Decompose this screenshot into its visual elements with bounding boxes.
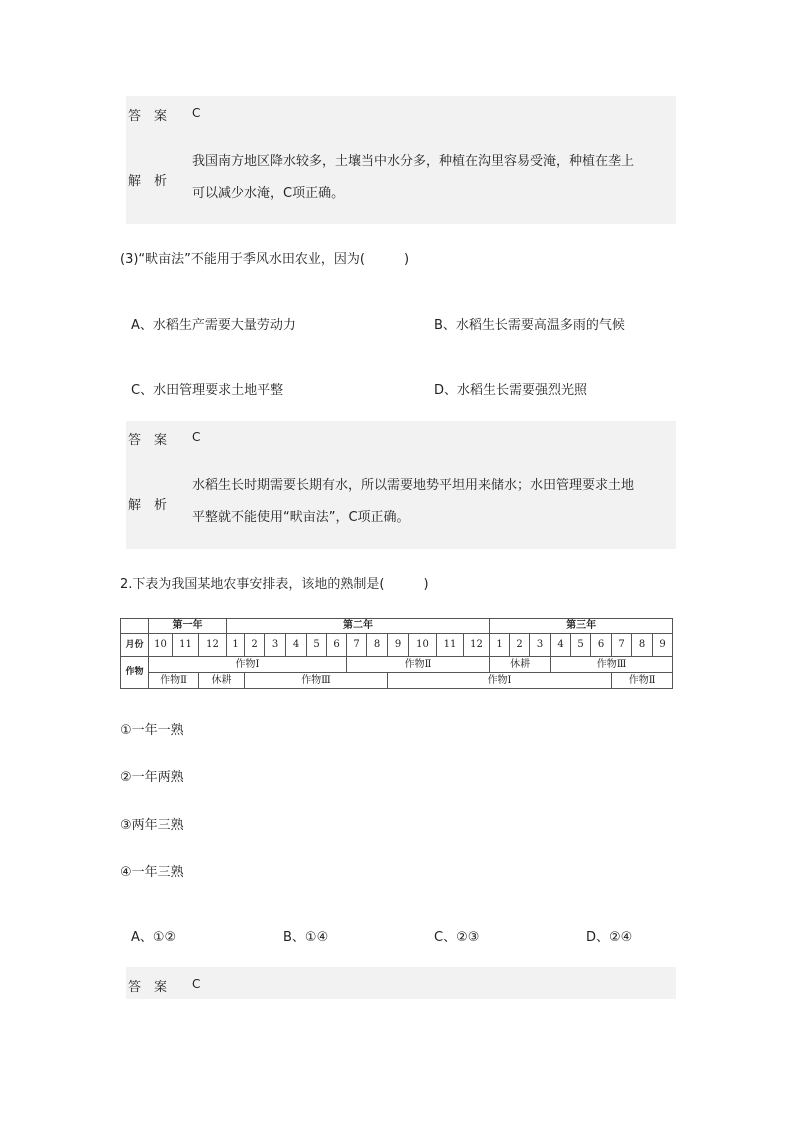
crop-cell: 休耕 xyxy=(199,673,245,689)
month-cell: 12 xyxy=(464,634,490,657)
crop-cell: 作物Ⅲ xyxy=(551,657,673,673)
q1-analysis-label: 解 析 xyxy=(128,174,168,189)
q2-stem: 2.下表为我国某地农事安排表，该地的熟制是( ) xyxy=(120,577,429,592)
year-header-3: 第三年 xyxy=(490,619,673,634)
farming-schedule-table xyxy=(120,618,673,689)
crop-cell: 休耕 xyxy=(490,657,551,673)
month-cell: 5 xyxy=(571,634,591,657)
choice-3: ③两年三熟 xyxy=(120,818,184,833)
crop-cell: 作物Ⅰ xyxy=(388,673,612,689)
month-cell: 5 xyxy=(307,634,327,657)
month-cell: 12 xyxy=(199,634,227,657)
month-cell: 9 xyxy=(653,634,673,657)
q1-answer-value: C xyxy=(192,106,201,120)
month-row-label: 月份 xyxy=(121,634,149,657)
q1-answer-label: 答 案 xyxy=(128,109,168,124)
q3-analysis-label: 解 析 xyxy=(128,498,168,513)
q1-analysis-line1: 我国南方地区降水较多，土壤当中水分多，种植在沟里容易受淹，种植在垄上 xyxy=(192,154,635,169)
month-cell: 2 xyxy=(510,634,530,657)
q2-answer-box xyxy=(126,967,676,999)
year-header-2: 第二年 xyxy=(227,619,490,634)
month-cell: 10 xyxy=(149,634,173,657)
crop-row-label: 作物 xyxy=(121,657,149,689)
crop-cell: 作物Ⅱ xyxy=(347,657,490,673)
month-cell: 4 xyxy=(551,634,571,657)
crop-cell: 作物Ⅰ xyxy=(149,657,347,673)
q2-option-b[interactable]: B、①④ xyxy=(283,930,329,945)
month-cell: 11 xyxy=(437,634,464,657)
month-cell: 10 xyxy=(409,634,437,657)
choice-2: ②一年两熟 xyxy=(120,770,184,785)
month-cell: 2 xyxy=(245,634,265,657)
q2-option-d[interactable]: D、②④ xyxy=(586,930,633,945)
month-cell: 1 xyxy=(227,634,245,657)
year-header-1: 第一年 xyxy=(149,619,227,634)
month-cell: 3 xyxy=(265,634,286,657)
choice-4: ④一年三熟 xyxy=(120,865,184,880)
q3-analysis-line2: 平整就不能使用“畎亩法”，C项正确。 xyxy=(192,510,410,525)
month-cell: 6 xyxy=(591,634,612,657)
month-cell: 4 xyxy=(286,634,307,657)
month-cell: 6 xyxy=(327,634,347,657)
q3-option-a[interactable]: A、水稻生产需要大量劳动力 xyxy=(131,318,296,333)
crop-cell: 作物Ⅱ xyxy=(149,673,199,689)
month-cell: 1 xyxy=(490,634,510,657)
choice-1: ①一年一熟 xyxy=(120,723,184,738)
month-cell: 3 xyxy=(530,634,551,657)
table-corner xyxy=(121,619,149,634)
q3-option-c[interactable]: C、水田管理要求土地平整 xyxy=(131,383,284,398)
q1-analysis-line2: 可以减少水淹，C项正确。 xyxy=(192,186,345,201)
q2-option-c[interactable]: C、②③ xyxy=(434,930,480,945)
month-cell: 7 xyxy=(612,634,632,657)
q2-answer-label: 答 案 xyxy=(128,980,168,995)
crop-cell: 作物Ⅱ xyxy=(612,673,673,689)
q2-option-a[interactable]: A、①② xyxy=(131,930,177,945)
q3-answer-label: 答 案 xyxy=(128,433,168,448)
q3-answer-value: C xyxy=(192,430,201,444)
month-cell: 8 xyxy=(367,634,388,657)
q3-stem: (3)“畎亩法”不能用于季风水田农业，因为( ) xyxy=(120,252,410,267)
month-cell: 7 xyxy=(347,634,367,657)
crop-cell: 作物Ⅲ xyxy=(245,673,388,689)
q2-answer-value: C xyxy=(192,977,201,991)
q3-option-d[interactable]: D、水稻生长需要强烈光照 xyxy=(434,383,588,398)
month-cell: 9 xyxy=(388,634,409,657)
month-cell: 11 xyxy=(173,634,199,657)
month-cell: 8 xyxy=(632,634,653,657)
q3-option-b[interactable]: B、水稻生长需要高温多雨的气候 xyxy=(434,318,625,333)
q3-analysis-line1: 水稻生长时期需要长期有水，所以需要地势平坦用来储水；水田管理要求土地 xyxy=(192,478,635,493)
